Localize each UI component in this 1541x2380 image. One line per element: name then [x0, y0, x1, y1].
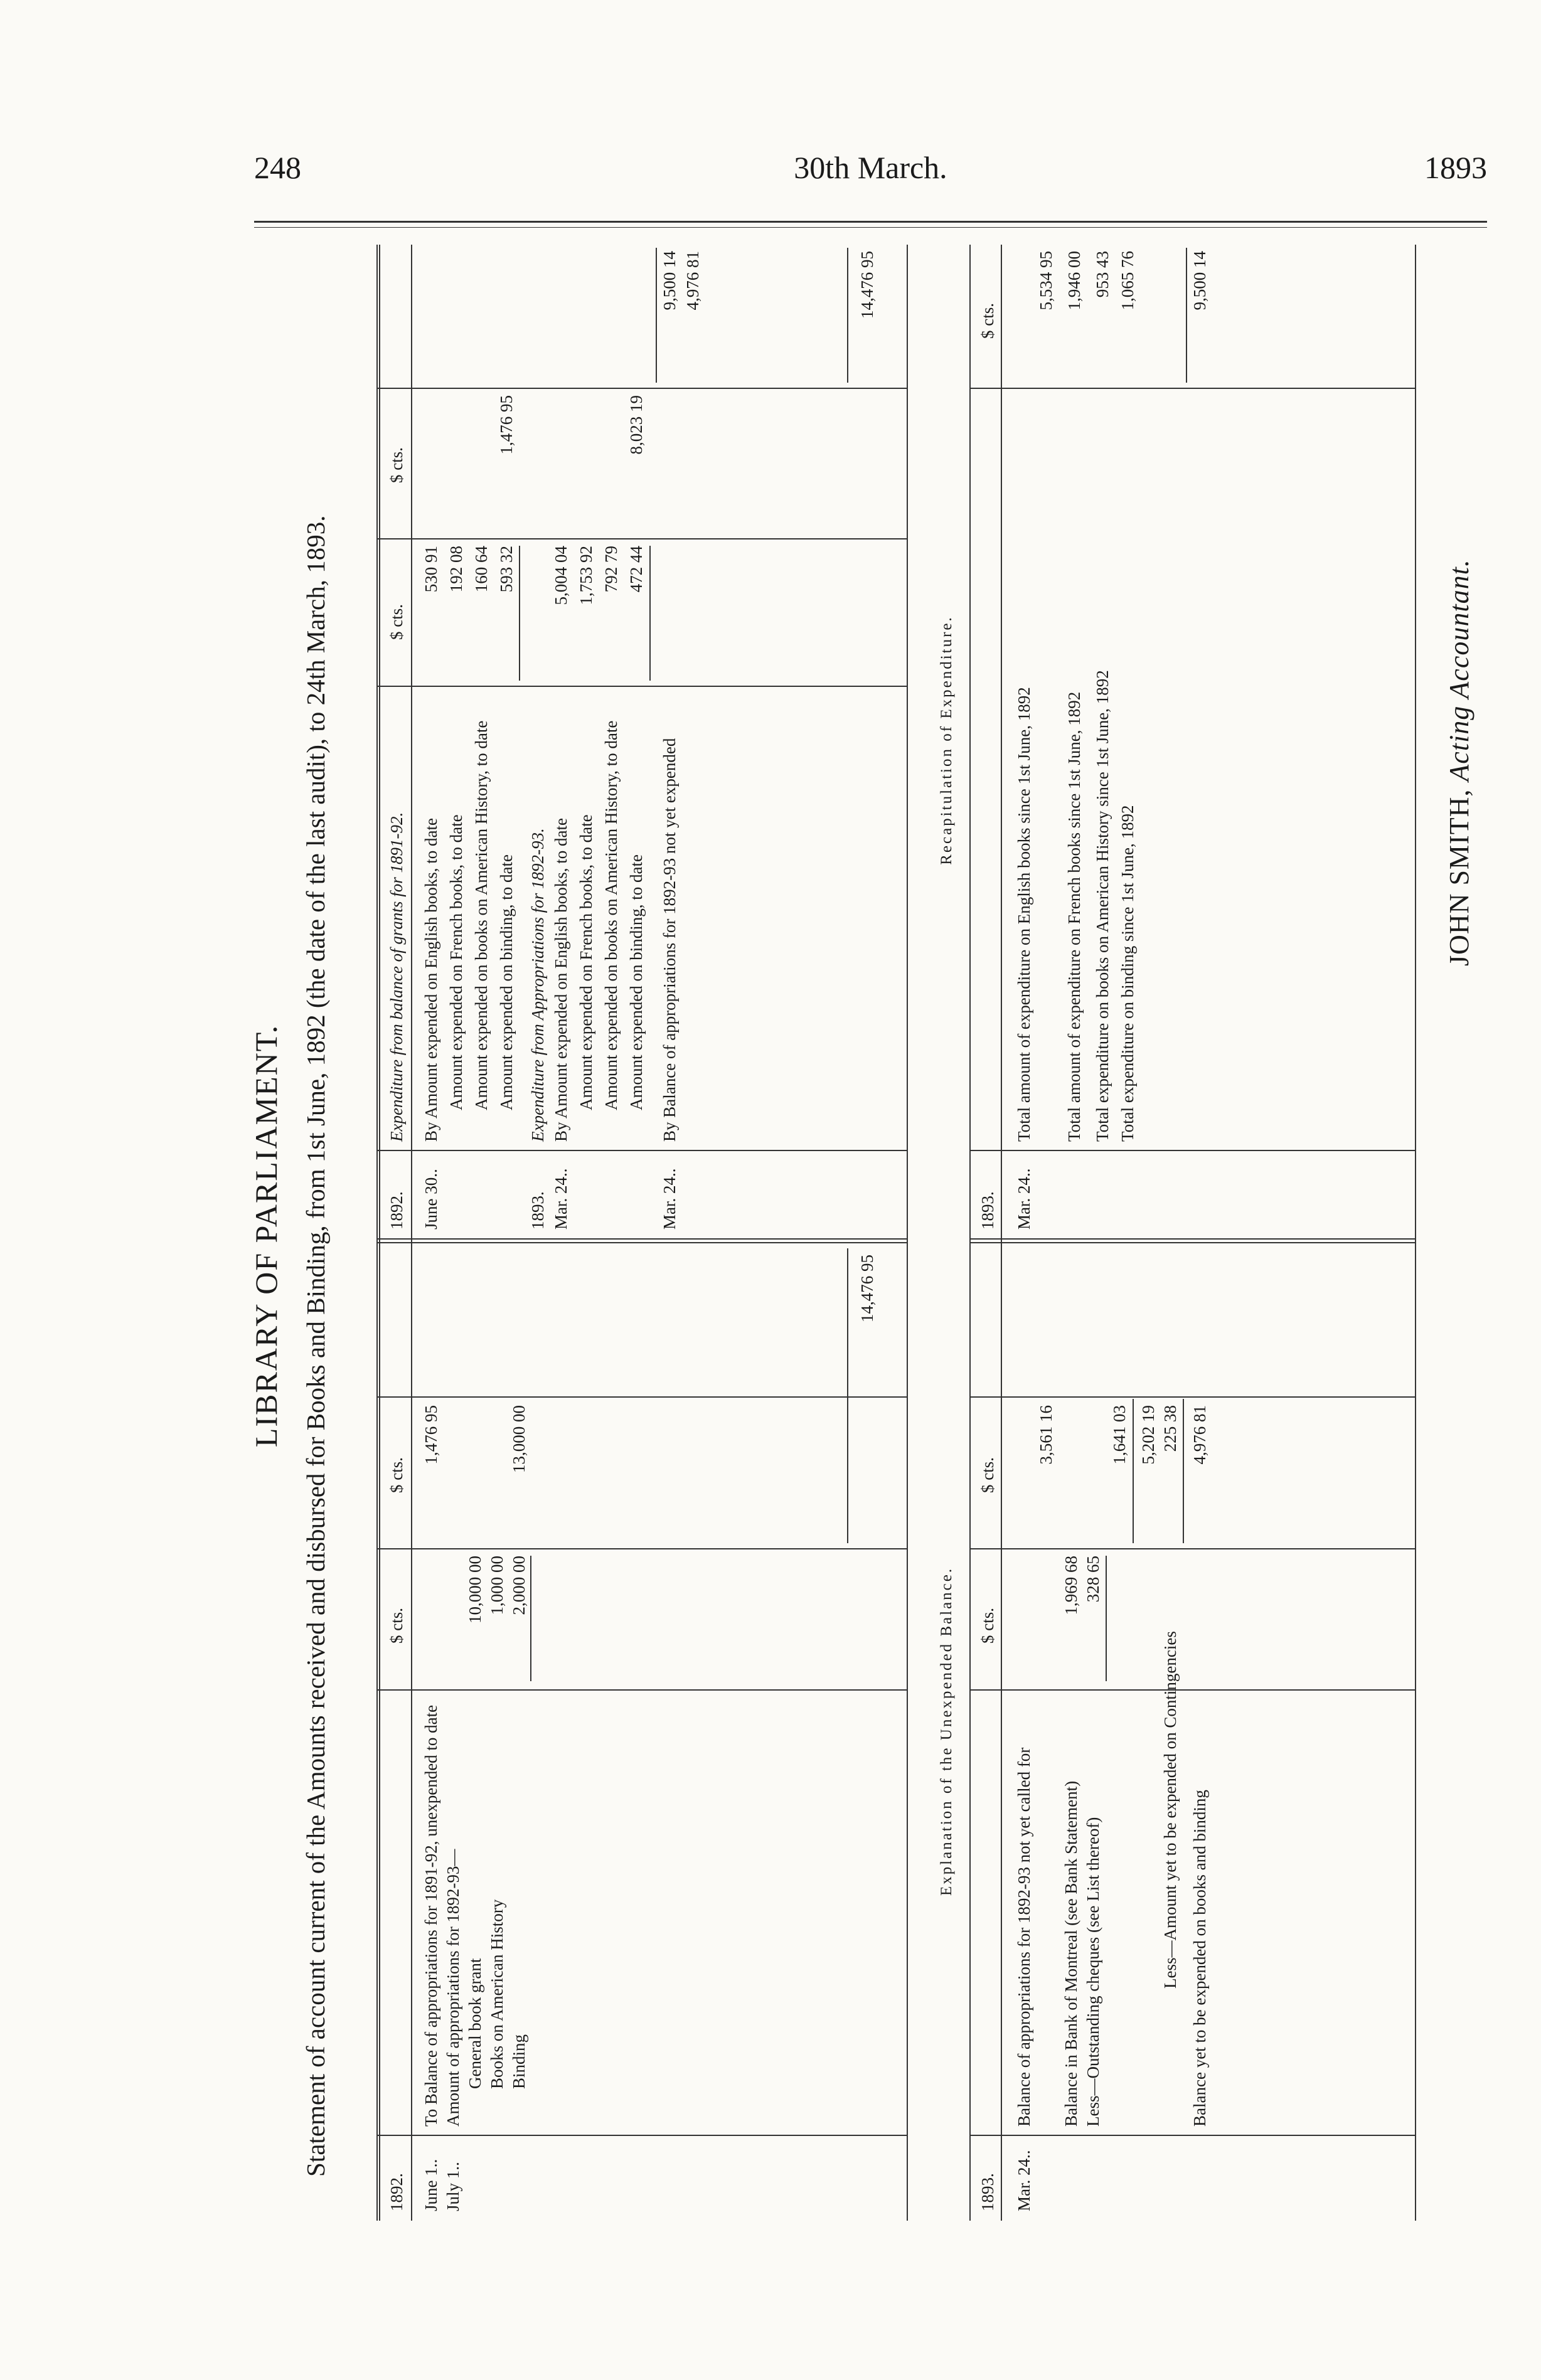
- recap-amount: 1,065 76: [1118, 251, 1137, 311]
- receipt-text: To Balance of appropriations for 1891-92, unexpended to date: [422, 1704, 440, 2127]
- col-rule: [376, 1689, 907, 1691]
- recap-text: Total amount of expenditure on French books since 1st June, 1892: [1065, 691, 1084, 1142]
- receipt-text: Amount of appropriations for 1892-93—: [444, 1849, 462, 2127]
- cts-header: $ cts.: [387, 604, 406, 640]
- receipt-amount: 13,000 00: [509, 1405, 528, 1473]
- recap-date: Mar. 24..: [1015, 1168, 1033, 1230]
- sum-rule: [847, 1248, 848, 1543]
- year-header: 1893.: [978, 2173, 997, 2211]
- receipts-total: 14,476 95: [858, 1255, 877, 1322]
- page-date: 30th March.: [794, 150, 947, 185]
- payment-amount: 192 08: [447, 546, 466, 593]
- receipt-text: Books on American History: [488, 1899, 506, 2089]
- sum-rule: [847, 248, 848, 383]
- rotated-statement: [248, 238, 1493, 2233]
- receipt-date: July 1..: [444, 2162, 462, 2211]
- receipt-text: Binding: [509, 2034, 528, 2089]
- payment-text: Amount expended on binding, to date: [497, 854, 516, 1110]
- payment-subtotal: 9,500 14: [660, 251, 679, 311]
- payments-total: 14,476 95: [858, 251, 877, 319]
- running-head: [254, 149, 1487, 199]
- payment-amount: 472 44: [627, 546, 646, 593]
- payment-amount: 792 79: [602, 546, 621, 593]
- rule: [376, 245, 378, 2221]
- payment-subtotal: 1,476 95: [497, 395, 516, 455]
- explanation-text: Balance in Bank of Montreal (see Bank Statement): [1062, 1780, 1080, 2127]
- center-divider: [376, 1238, 907, 1240]
- explanation-amount: 1,641 03: [1110, 1405, 1129, 1465]
- sum-rule: [1183, 1399, 1184, 1543]
- col-rule: [969, 388, 1415, 389]
- payment-balance: 4,976 81: [683, 251, 702, 311]
- explanation-amount: 328 65: [1084, 1556, 1102, 1603]
- signature: [1443, 559, 1475, 966]
- payment-text: Amount expended on French books, to date: [577, 814, 595, 1110]
- center-divider: [969, 1238, 1415, 1240]
- year-label: 1893.: [528, 1191, 547, 1230]
- recap-amount: 5,534 95: [1037, 251, 1055, 311]
- year-header: 1892.: [387, 2173, 406, 2211]
- recap-amount: 1,946 00: [1065, 251, 1084, 311]
- sum-rule: [530, 1556, 531, 1681]
- receipt-amount: 1,476 95: [422, 1405, 440, 1465]
- explanation-text: Balance yet to be expended on books and binding: [1190, 1790, 1209, 2127]
- payment-text: Amount expended on French books, to date: [447, 814, 466, 1110]
- payment-text: By Balance of appropriations for 1892-93 not yet expended: [660, 738, 679, 1142]
- sum-rule: [649, 546, 651, 681]
- center-divider: [969, 1242, 1415, 1243]
- payment-text: Amount expended on books on American History, to date: [472, 720, 491, 1110]
- explanation-amount: 5,202 19: [1139, 1405, 1158, 1465]
- recap-text: Total amount of expenditure on English books since 1st June, 1892: [1015, 687, 1033, 1142]
- sum-rule: [1106, 1556, 1107, 1681]
- rule: [907, 245, 908, 2221]
- col-rule: [969, 1548, 1415, 1549]
- col-rule: [969, 1150, 1415, 1151]
- center-divider: [376, 1242, 907, 1243]
- payment-amount: 1,753 92: [577, 546, 595, 605]
- cts-header: $ cts.: [387, 1457, 406, 1493]
- receipt-amount: 2,000 00: [509, 1556, 528, 1615]
- payment-date: June 30..: [422, 1169, 440, 1230]
- col-rule: [969, 2135, 1415, 2136]
- explanation-amount: 4,976 81: [1190, 1405, 1209, 1465]
- payment-text: By Amount expended on English books, to date: [422, 818, 440, 1142]
- statement-text: of account current of the Amounts received and disbursed for Books and Binding, from 1st June, 1892 (the date of the last audit), to 24th March, 1893.: [301, 515, 330, 2068]
- explanation-text: Less—Amount yet to be expended on Contingencies: [1161, 1631, 1180, 1989]
- rule: [1415, 245, 1416, 2221]
- payment-text: Amount expended on books on American History, to date: [602, 720, 621, 1110]
- explanation-date: Mar. 24..: [1015, 2150, 1033, 2211]
- sum-rule: [1133, 1399, 1134, 1543]
- payment-amount: 5,004 04: [552, 546, 570, 605]
- payment-text: By Amount expended on English books, to date: [552, 818, 570, 1142]
- expenditure-heading: Expenditure from balance of grants for 1891-92.: [387, 812, 406, 1142]
- col-rule: [376, 1150, 907, 1151]
- library-title: LIBRARY OF PARLIAMENT.: [248, 1024, 284, 1448]
- recap-total: 9,500 14: [1190, 251, 1209, 311]
- statement-heading: [297, 295, 334, 2177]
- recap-amount: 953 43: [1093, 251, 1112, 298]
- statement-lead: Statement: [301, 2074, 330, 2177]
- sum-rule: [1186, 248, 1187, 383]
- explanation-amount: 1,969 68: [1062, 1556, 1080, 1615]
- payment-amount: 593 32: [497, 546, 516, 593]
- rule: [411, 245, 412, 2221]
- payment-date: Mar. 24..: [552, 1168, 570, 1230]
- col-rule: [376, 538, 907, 539]
- sum-rule: [656, 248, 657, 383]
- cts-header: $ cts.: [978, 303, 997, 339]
- cts-header: $ cts.: [978, 1608, 997, 1644]
- col-rule: [376, 1548, 907, 1549]
- explanation-text: Balance of appropriations for 1892-93 not yet called for: [1015, 1747, 1033, 2127]
- signature-name: JOHN SMITH,: [1444, 789, 1474, 966]
- page-number: 248: [254, 150, 301, 185]
- recapitulation-heading: Recapitulation of Expenditure.: [938, 615, 955, 865]
- year-header: 1893.: [978, 1191, 997, 1230]
- cts-header: $ cts.: [978, 1457, 997, 1493]
- expenditure-heading: Expenditure from Appropriations for 1892-93.: [528, 828, 547, 1142]
- receipt-text: General book grant: [466, 1958, 484, 2089]
- signature-title: Acting Accountant.: [1444, 559, 1474, 782]
- payment-amount: 530 91: [422, 546, 440, 593]
- col-rule: [376, 1396, 907, 1398]
- head-rule: [254, 221, 1487, 223]
- rule: [379, 245, 380, 2221]
- head-rule-thin: [254, 227, 1487, 228]
- receipt-amount: 10,000 00: [466, 1556, 484, 1623]
- col-rule: [969, 1396, 1415, 1398]
- payment-date: Mar. 24..: [660, 1168, 679, 1230]
- cts-header: $ cts.: [387, 1608, 406, 1644]
- receipt-amount: 1,000 00: [488, 1556, 506, 1615]
- payment-text: Amount expended on binding, to date: [627, 854, 646, 1110]
- rule: [1001, 245, 1002, 2221]
- page-year: 1893: [1424, 150, 1487, 185]
- col-rule: [376, 388, 907, 389]
- rule: [969, 245, 971, 2221]
- col-rule: [376, 2135, 907, 2136]
- col-rule: [969, 1689, 1415, 1691]
- payment-amount: 160 64: [472, 546, 491, 593]
- col-rule: [376, 686, 907, 687]
- receipt-date: June 1..: [422, 2159, 440, 2211]
- explanation-heading: Explanation of the Unexpended Balance.: [938, 1566, 955, 1896]
- explanation-amount: 3,561 16: [1037, 1405, 1055, 1465]
- cts-header: $ cts.: [387, 447, 406, 483]
- payment-subtotal: 8,023 19: [627, 395, 646, 455]
- year-header: 1892.: [387, 1191, 406, 1230]
- recap-text: Total expenditure on books on American History since 1st June, 1892: [1093, 670, 1112, 1142]
- explanation-text: Less—Outstanding cheques (see List thereof): [1084, 1817, 1102, 2127]
- sum-rule: [519, 546, 520, 681]
- explanation-amount: 225 38: [1161, 1405, 1180, 1452]
- recap-text: Total expenditure on binding since 1st June, 1892: [1118, 805, 1137, 1142]
